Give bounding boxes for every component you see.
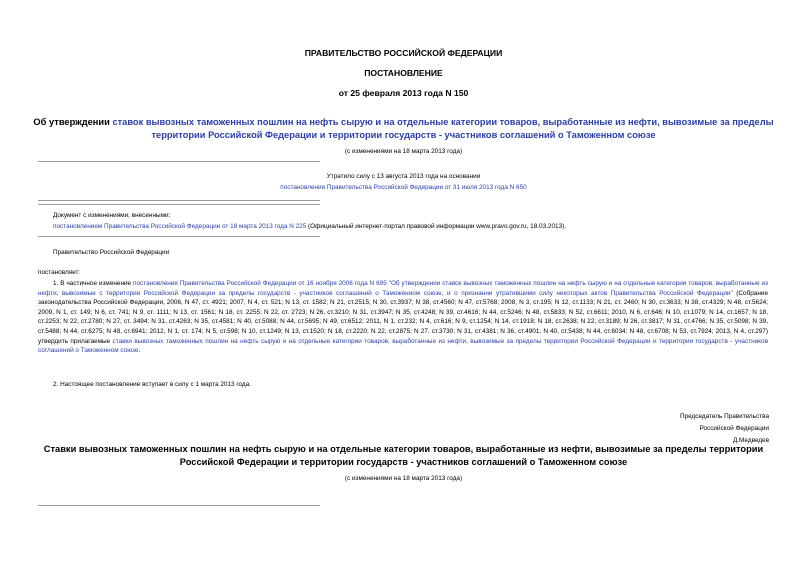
item1-start: 1. В частичное изменение — [53, 280, 134, 287]
government-heading: ПРАВИТЕЛЬСТВО РОССИЙСКОЙ ФЕДЕРАЦИИ — [304, 48, 503, 58]
paragraph-item-1 — [38, 279, 768, 356]
signature-org: Российской Федерации — [699, 425, 769, 432]
changes-heading: Документ с изменениями, внесенными: — [53, 212, 171, 219]
document-type: ПОСТАНОВЛЕНИЕ — [364, 68, 443, 78]
title-link-part-2[interactable]: территории Российской Федерации и территории государств - участников соглашений о Таможенном союзе — [151, 130, 656, 140]
signature-block — [680, 411, 769, 447]
item1-end: . — [138, 347, 141, 355]
divider — [38, 505, 320, 506]
divider — [38, 200, 320, 201]
issuer: Правительство Российской Федерации — [53, 249, 170, 256]
expired-note: Утратило силу с 13 августа 2013 года на основании — [326, 173, 481, 180]
divider — [38, 236, 320, 237]
changes-tail: (Официальный интернет-портал правовой информации www.pravo.gov.ru, 18.03.2013). — [306, 223, 567, 230]
item1-link-rates[interactable]: ставки вывозных таможенных пошлин на нефть сырую и на отдельные категории товаров, выработанные из нефти, вывозимые за пределы территории Российской Федерации и территории государств - участников соглашений о Таможенном союзе — [38, 337, 768, 355]
paragraph-item-2: 2. Настоящее постановление вступает в силу с 1 марта 2013 года. — [53, 381, 251, 388]
changes-line — [53, 222, 773, 232]
item1-link-decree-695[interactable]: постановления Правительства Российской Федерации от 16 ноября 2006 года N 695 "Об утверждении ставок вывозных таможенных пошлин на нефть сырую и на отдельные категории товаров, выработанные из нефти, вывозимые с территории Российской Федерации за пределы государств - участников соглашений о Таможенном союзе, и о признании утратившими силу некоторых актов Правительства Российской Федерации" — [38, 280, 769, 297]
annex-title-line-2: Российской Федерации и территории государств - участников соглашений о Таможенном союзе — [179, 457, 628, 467]
document-title-line-1 — [0, 116, 807, 129]
signature-name: Д.Медведев — [732, 437, 769, 444]
divider — [38, 161, 320, 162]
divider — [38, 204, 320, 205]
document-date-number: от 25 февраля 2013 года N 150 — [338, 88, 469, 98]
item1-middle: (Собрание законодательства Российской Федерации, 2006, N 47, ст. 4921; 2007, N 4, ст. 521; N 13, ст. 1582; N 21, ст.2515; N 30, ст.3937; N 38, ст.4560; N 47, ст.5768; 2008, N 3, ст.195; N 12, ст.1133; N 21, ст. 2460; N 30, ст.3633; N 38, ст.4329; N 48, ст.5624; 2009, N 1, ст. 149; N 6, ст. 741; N 9, ст. 1111; N 13, ст. 1561; N 18, ст. 2255; N 22, ст. 2723; N 26, ст.3210; N 31, ст.3947; N 35, ст.4248; N 39, ст.4616; N 44, ст.5246; N 48, ст.5833; N 52, ст.6611; 2010, N 6, ст.646; N 10, ст.1079; N 14, ст.1657; N 18, ст.2253; N 22, ст.2780; N 27, ст. 3494; N 31, ст.4263; N 35, ст.4581; N 40, ст.5088; N 44, ст.5695; N 49, ст.6512; 2011, N 1, ст.232; N 4, ст.616; N 9, ст.1254; N 14, ст.1918; N 18, ст.2638; N 22, ст.3189; N 26, ст.3817; N 31, ст.4766; N 35, ст.5098; N 39, ст.5488; N 44, ст.6275; N 48, ст.6941; 2012, N 1, ст. 174; N 5, ст.598; N 10, ст.1249; N 13, ст.1520; N 18, ст.2220; N 22, ст.2875; N 27, ст.3730; N 31, ст.4381; N 36, ст.4901; N 40, ст.5438; N 44, ст.6034; N 48, ст.6708; N 53, ст.7924; 2013, N 4, ст.297) утвердить прилагаемые — [38, 289, 768, 345]
amendment-note: (с изменениями на 18 марта 2013 года) — [344, 148, 463, 155]
signature-title: Председатель Правительства — [680, 413, 769, 420]
annex-title-line-1: Ставки вывозных таможенных пошлин на нефть сырую и на отдельные категории товаров, выработанные из нефти, вывозимые за пределы территории — [43, 444, 764, 454]
title-prefix: Об утверждении — [33, 117, 113, 127]
title-link-part-1[interactable]: ставок вывозных таможенных пошлин на нефть сырую и на отдельные категории товаров, выработанные из нефти, вывозимые за пределы — [112, 117, 774, 127]
annex-amendment-note: (с изменениями на 18 марта 2013 года) — [344, 475, 463, 482]
changes-link[interactable]: постановлением Правительства Российской Федерации от 18 марта 2013 года N 225 — [53, 223, 307, 230]
decides: постановляет: — [38, 269, 81, 276]
expired-link[interactable]: постановления Правительства Российской Федерации от 31 июля 2013 года N 650 — [280, 184, 527, 191]
